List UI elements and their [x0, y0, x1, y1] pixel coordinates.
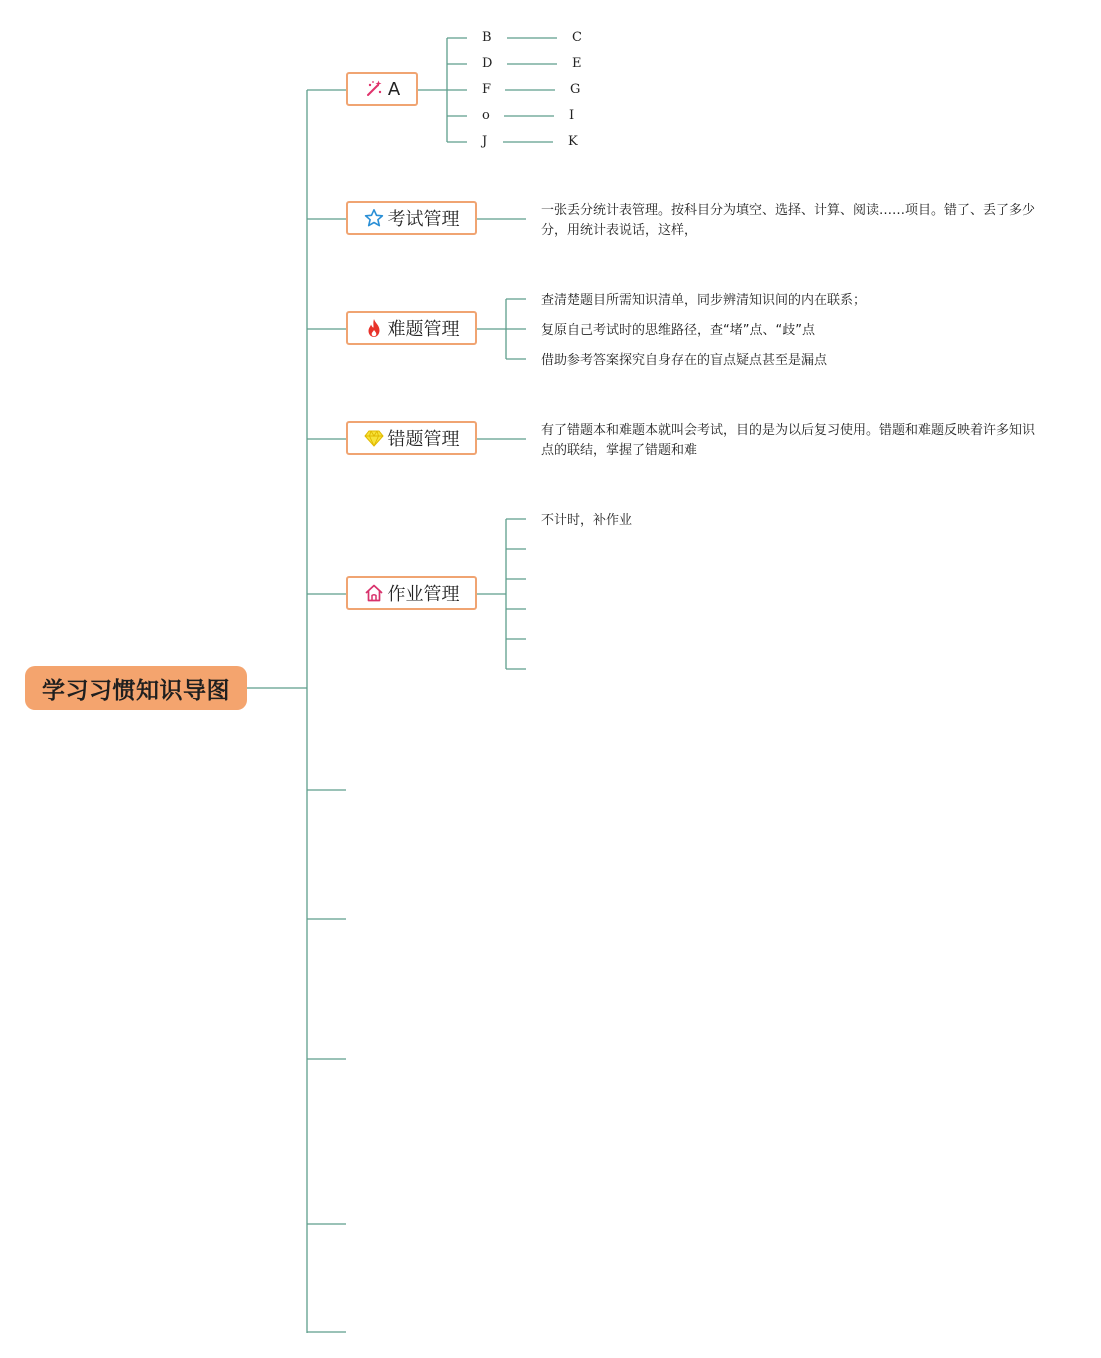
magic-wand-icon: [364, 79, 384, 99]
subtopic-b[interactable]: B: [482, 30, 492, 45]
diamond-icon: [364, 428, 384, 448]
star-icon: [364, 208, 384, 228]
topic-exam-label: 考试管理: [387, 209, 460, 230]
subtopic-i[interactable]: I: [569, 108, 575, 123]
subtopic-o[interactable]: o: [482, 108, 490, 123]
topic-wrong-label: 错题管理: [387, 429, 460, 450]
wrong-note[interactable]: 有了错题本和难题本就叫会考试，目的是为以后复习使用。错题和难题反映着许多知识点的联结，掌握了错题和难: [541, 423, 1036, 458]
root-topic[interactable]: [25, 666, 247, 710]
topic-homework[interactable]: [346, 576, 477, 610]
topic-a-label: A: [387, 78, 401, 100]
topic-exam[interactable]: [346, 201, 477, 235]
subtopic-f[interactable]: F: [482, 82, 492, 97]
topic-a[interactable]: [346, 72, 418, 106]
topic-wrong[interactable]: [346, 421, 477, 455]
hard-item[interactable]: 查清楚题目所需知识清单，同步辨清知识间的内在联系；: [541, 293, 867, 308]
topic-hard[interactable]: [346, 311, 477, 345]
hard-item[interactable]: 借助参考答案探究自身存在的盲点疑点甚至是漏点: [541, 353, 828, 368]
exam-note[interactable]: 一张丢分统计表管理。按科目分为填空、选择、计算、阅读……项目。错了、丢了多少分，用统计表说话，这样，: [541, 203, 1036, 238]
fire-icon: [364, 318, 384, 338]
subtopic-g[interactable]: G: [570, 82, 581, 97]
hard-item[interactable]: 复原自己考试时的思维路径，查“堵”点、“歧”点: [541, 323, 815, 338]
homework-item[interactable]: 不计时，补作业: [541, 513, 633, 528]
subtopic-e[interactable]: E: [572, 56, 582, 71]
topic-hard-label: 难题管理: [387, 319, 460, 340]
root-topic-label: 学习习惯知识导图: [42, 677, 230, 704]
home-icon: [364, 583, 384, 603]
subtopic-k[interactable]: K: [568, 134, 578, 149]
topic-homework-label: 作业管理: [387, 584, 460, 605]
subtopic-j[interactable]: J: [482, 134, 488, 149]
subtopic-c[interactable]: C: [572, 30, 582, 45]
subtopic-d[interactable]: D: [482, 56, 493, 71]
